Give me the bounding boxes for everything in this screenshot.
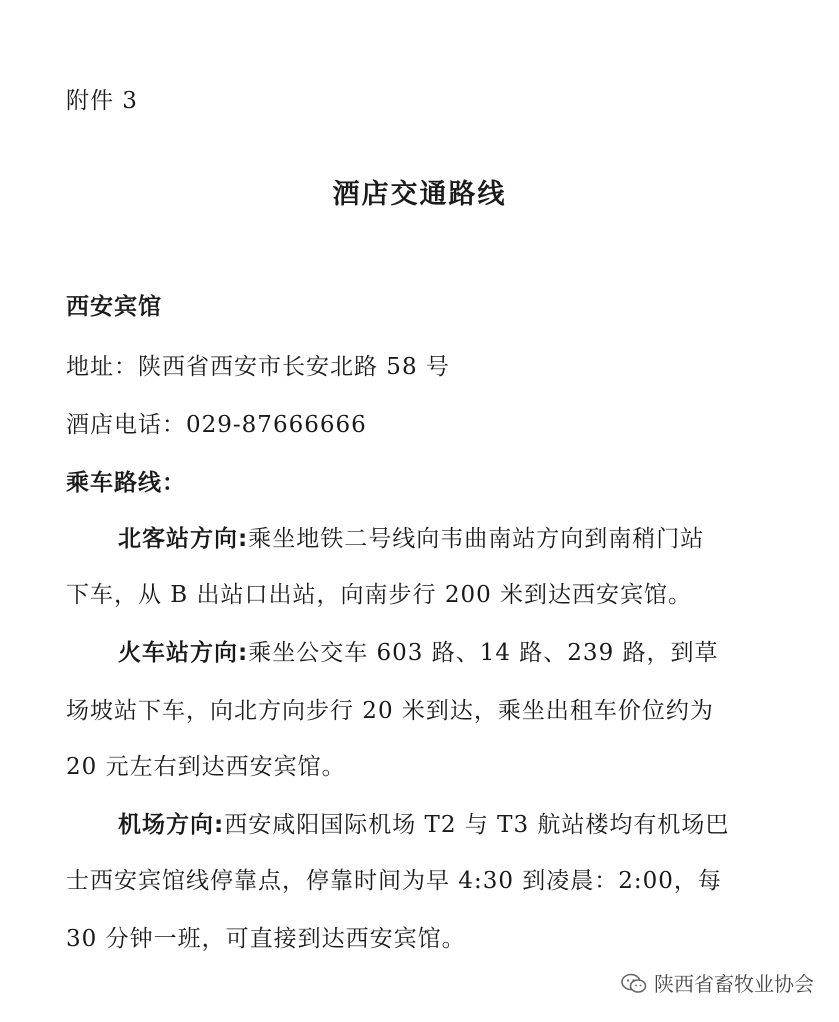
- hotel-phone: 酒店电话：029-87666666: [66, 412, 367, 438]
- hotel-address: 地址：陕西省西安市长安北路 58 号: [66, 354, 450, 380]
- route-airport-line-3: 30 分钟一班，可直接到达西安宾馆。: [66, 926, 466, 952]
- hotel-name: 西安宾馆: [66, 294, 162, 320]
- route-airport-heading: 机场方向:: [118, 812, 225, 838]
- wechat-icon: [620, 972, 648, 996]
- route-airport-line-2: 士西安宾馆线停靠点，停靠时间为早 4:30 到凌晨：2:00，每: [66, 868, 722, 894]
- route-train-station-text-1: 乘坐公交车 603 路、14 路、239 路，到草: [248, 640, 719, 666]
- route-train-station-line-1: [118, 638, 719, 668]
- route-train-station-heading: 火车站方向:: [118, 640, 249, 666]
- route-train-station-line-3: 20 元左右到达西安宾馆。: [66, 754, 346, 780]
- route-north-station-line-2: 下车，从 B 出站口出站，向南步行 200 米到达西安宾馆。: [66, 582, 693, 608]
- watermark: [620, 970, 814, 998]
- route-airport-text-1: 西安咸阳国际机场 T2 与 T3 航站楼均有机场巴: [224, 812, 730, 838]
- route-train-station-line-2: 场坡站下车，向北方向步行 20 米到达，乘坐出租车价位约为: [66, 698, 714, 724]
- watermark-text: 陕西省畜牧业协会: [654, 972, 814, 996]
- route-north-station-heading: 北客站方向:: [118, 526, 249, 552]
- routes-heading: 乘车路线：: [66, 470, 186, 496]
- route-north-station-line-1: [118, 524, 704, 554]
- page-title: 酒店交通路线: [332, 179, 507, 210]
- attachment-label: 附件 3: [66, 88, 138, 114]
- route-north-station-text-1: 乘坐地铁二号线向韦曲南站方向到南稍门站: [248, 526, 705, 552]
- route-airport-line-1: [118, 810, 729, 840]
